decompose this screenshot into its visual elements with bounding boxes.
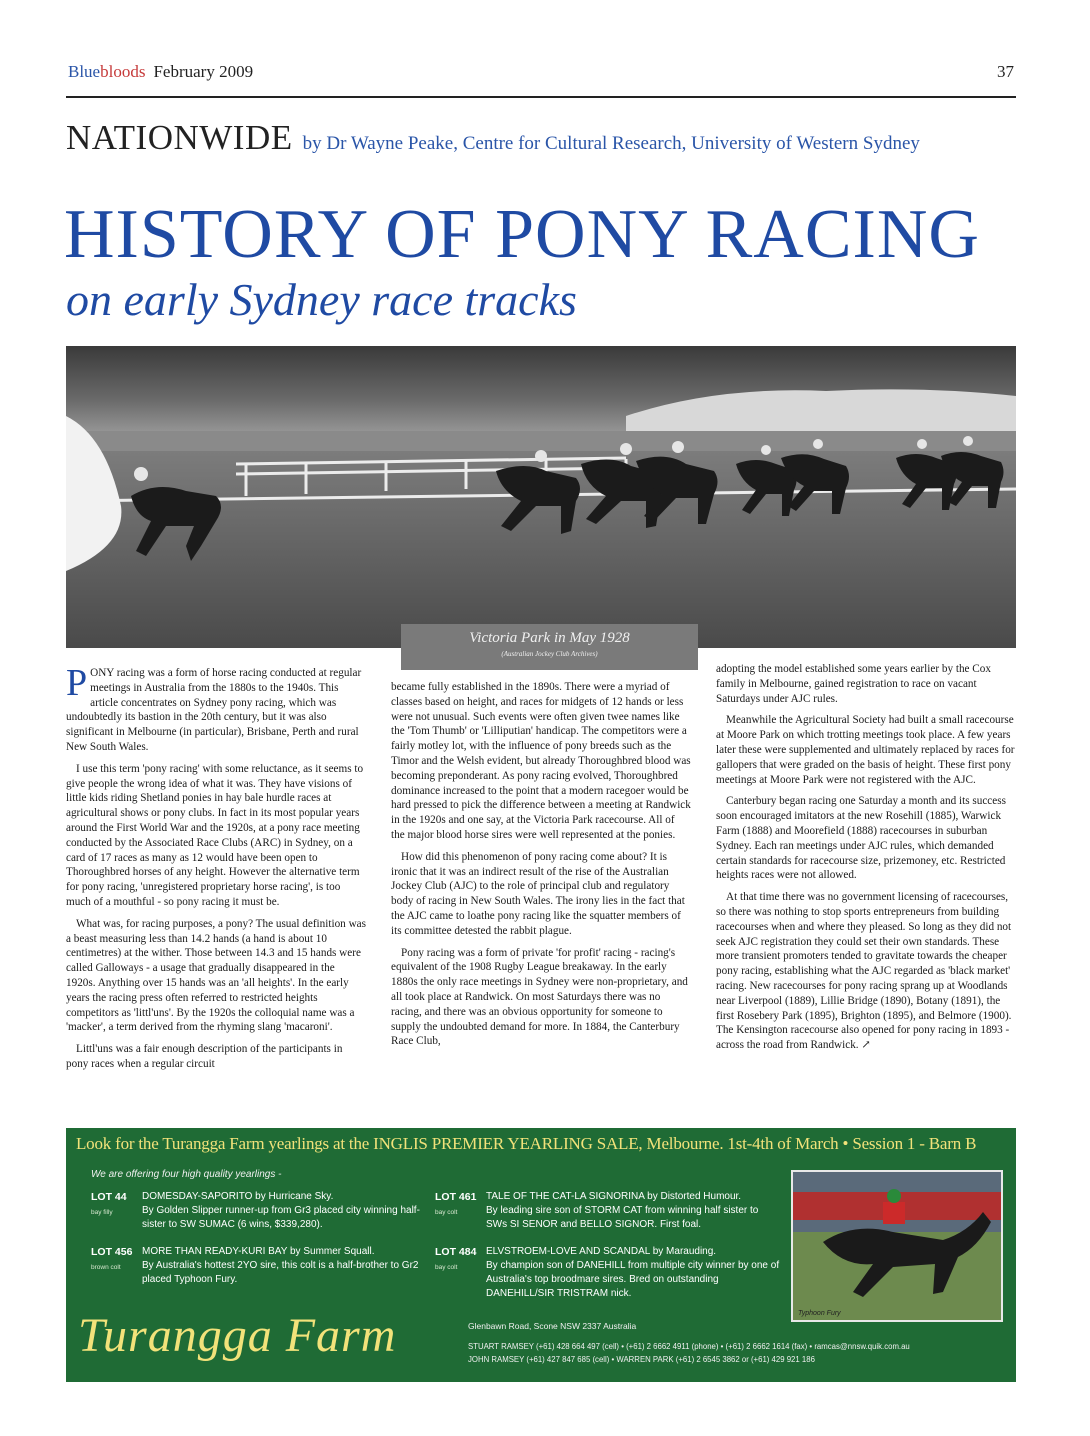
article-paragraph: adopting the model established some years earlier by the Cox family in Melbourne, gained registration to race on vacant Saturdays under AJC rules. — [716, 663, 991, 705]
article-byline: by Dr Wayne Peake, Centre for Cultural Research, University of Western Sydney — [302, 133, 920, 154]
magazine-brand — [68, 62, 253, 82]
farm-contacts — [468, 1340, 910, 1366]
lot-type: bay colt — [435, 1264, 458, 1271]
article-subtitle: on early Sydney race tracks — [66, 274, 577, 325]
lot-body — [142, 1190, 436, 1232]
article-column-1 — [66, 662, 366, 1079]
lot-description: By leading sire son of STORM CAT from winning half sister to SWs SI SENOR and BELLO SIGNOR. First foal. — [486, 1205, 759, 1230]
lot-number: LOT 456 — [91, 1246, 133, 1258]
article-paragraph: became fully established in the 1890s. There were a myriad of classes based on height, and races for midgets of 12 hands or less were not unusual. Such events were often given twee names like the 'Tom Thumb' or 'Lilliputian' handicap. The competitors were a fairly motley lot, with the influence of pony breeds such as the Timor and the Welsh evident, but already Thoroughbred blood was becoming preponderant. As pony racing evolved, Thoroughbred dominance increased to the point that a modern racegoer would be hard pressed to pick the difference between a meeting at Randwick in the 1920s and one say, at the Victoria Park racecourse. All of the major blood horse sires were well represented at the ponies. — [391, 681, 691, 841]
article-paragraph: At that time there was no government licensing of racecourses, so there was nothing to stop sports entrepreneurs from building racecourses when and where they pleased. So long as they did not seek AJC registration they could set their own standards. These more transient promoters tended to gravitate towards the cheaper pony racing, establishing what the AJC regarded as 'black market' racing. New racecourses for pony racing sprang up at Woodlands near Liverpool (1889), Lillie Bridge (1890), Botany (1891), the first Rosebery Park (1895), Brighton (1895), and Belmore (1900). The Kensington racecourse also opened for pony racing in 1893 - across the road from Randwick. ↗ — [716, 891, 1012, 1052]
lot-listing — [435, 1245, 780, 1315]
farm-address: Glenbawn Road, Scone NSW 2337 Australia — [468, 1321, 637, 1331]
advertisement — [66, 1128, 1016, 1382]
lot-number: LOT 461 — [435, 1191, 477, 1203]
article-column-3 — [716, 662, 1016, 1060]
lot-type: brown colt — [91, 1264, 121, 1271]
drop-cap: P — [66, 662, 88, 704]
ad-headline: Look for the Turangga Farm yearlings at the INGLIS PREMIER YEARLING SALE, Melbourne. 1st-4th of March • Session 1 - Barn B — [76, 1134, 977, 1153]
lot-description: By Australia's hottest 2YO sire, this colt is a half-brother to Gr2 placed Typhoon Fury. — [142, 1260, 419, 1285]
issue-date: February 2009 — [153, 62, 254, 81]
article-paragraph: Canterbury began racing one Saturday a month and its success soon encouraged imitators at the new Rosehill (1885), Warwick Farm (1888) and Moorefield (1888) racecourses in suburban Sydney. Each ran meetings under AJC rules, which demanded certain standards for racecourse size, prizemoney, etc. Restricted heights races were not allowed. — [716, 795, 1006, 882]
article-title: HISTORY OF PONY RACING — [64, 196, 980, 273]
lot-number: LOT 484 — [435, 1246, 477, 1258]
lot-title: ELVSTROEM-LOVE AND SCANDAL by Marauding. — [486, 1246, 717, 1257]
page-number: 37 — [997, 62, 1014, 81]
lot-title: DOMESDAY-SAPORITO by Hurricane Sky. — [142, 1191, 334, 1202]
lot-description: By Golden Slipper runner-up from Gr3 placed city winning half-sister to SW SUMAC (6 wins, $339,280). — [142, 1205, 420, 1230]
photo-caption: Victoria Park in May 1928 — [469, 630, 630, 646]
contact-line: STUART RAMSEY (+61) 428 664 497 (cell) • (+61) 2 6662 4911 (phone) • (+61) 2 6662 1614 (fax) • ramcas@nnsw.quik.com.au — [468, 1342, 910, 1351]
article-paragraph: What was, for racing purposes, a pony? The usual definition was a beast measuring less than 14.2 hands (a hand is about 10 centimetres) at the wither. Those between 14.3 and 15 hands were called Galloways - a usage that gradually disappeared in the 1920s. Anything over 15 hands was an 'all heights'. In the early years the racing press often referred to restricted heights competitors as 'littl'uns'. By the 1920s the colloquial name was a 'macker', a term derived from the rhyming slang 'macaroni'. — [66, 917, 366, 1034]
article-paragraph: I use this term 'pony racing' with some reluctance, as it seems to give people the wrong idea of what it was. They have visions of little kids riding Shetland ponies in hay bale hurdle races at agricultural shows or pony clubs. In fact in its most popular years around the First World War and the 1920s, at a pony race meeting conducted by the Associated Race Clubs (ARC) in Sydney, on a card of 17 races as many as 12 would have been open to Thoroughbred horses of any height. However the alternative term for pony racing, 'unregistered proprietary horse racing', is too much of a mouthful - so pony racing it must be. — [66, 762, 364, 908]
ad-photo-caption: Typhoon Fury — [798, 1310, 841, 1317]
photo-credit: (Australian Jockey Club Archives) — [501, 650, 598, 658]
lot-type: bay filly — [91, 1209, 113, 1216]
lot-title: MORE THAN READY-KURI BAY by Summer Squall. — [142, 1246, 375, 1257]
article-paragraph: Meanwhile the Agricultural Society had built a small racecourse at Moore Park on which trotting meetings took place. A few years later these were supplemented and ultimately replaced by races for gallopers that were graded on the basis of height. These first pony meetings at Moore Park were not registered with the AJC. — [716, 714, 1015, 786]
ad-horse-photo — [791, 1170, 1003, 1322]
brand-red-text: bloods — [100, 62, 146, 81]
brand-blue-text: Blue — [68, 62, 101, 81]
lot-listing — [435, 1190, 780, 1240]
article-paragraph: Littl'uns was a fair enough description of the participants in pony races when a regular circuit — [66, 1043, 343, 1070]
lot-listing — [91, 1245, 436, 1295]
page-header — [66, 58, 1016, 98]
ad-intro: We are offering four high quality yearlings - — [91, 1169, 282, 1180]
paragraph-text: ONY racing was a form of horse racing conducted at regular meetings in Australia from the 1880s to the 1940s. This article concentrates on Sydney pony racing, which was undoubtedly its bastion in the 20th century, but it was also significant in Melbourne (in particular), Brisbane, Perth and rural New South Wales. — [66, 667, 362, 753]
article-paragraph: Pony racing was a form of private 'for profit' racing - racing's equivalent of the 1908 Rugby League breakaway. In the early 1880s the only race meetings in Sydney were non-proprietary, and all took place at Randwick. On most Saturdays there was no racing, and there was an obvious opportunity for someone to supply the undoubted demand for more. In 1884, the Canterbury Race Club, — [391, 946, 688, 1048]
section-kicker: NATIONWIDE — [66, 118, 293, 157]
lot-type: bay colt — [435, 1209, 458, 1216]
lot-body — [142, 1245, 436, 1287]
contact-line: JOHN RAMSEY (+61) 427 847 685 (cell) • WARREN PARK (+61) 2 6545 3862 or (+61) 429 921 186 — [468, 1355, 815, 1364]
article-paragraph — [66, 662, 366, 755]
lot-description: By champion son of DANEHILL from multiple city winner by one of Australia's top broodmare sires. Bred on outstanding DANEHILL/SIR TRISTRAM nick. — [486, 1260, 780, 1299]
lot-number: LOT 44 — [91, 1191, 127, 1203]
section-heading — [66, 118, 1016, 162]
lot-body — [486, 1190, 780, 1232]
article-column-2 — [391, 680, 691, 1056]
turangga-farm-logo: Turangga Farm — [78, 1309, 397, 1362]
lot-listing — [91, 1190, 436, 1240]
article-paragraph: How did this phenomenon of pony racing come about? It is ironic that it was an indirect result of the rise of the Australian Jockey Club (AJC) to the role of principal club and regulatory body of racing in New South Wales. The irony lies in the fact that the AJC came to loathe pony racing like the squatter members of its committee detested the rabbit plague. — [391, 850, 685, 937]
race-photo — [66, 346, 1016, 648]
photo-caption-box — [401, 624, 698, 670]
lot-body — [486, 1245, 780, 1301]
lot-title: TALE OF THE CAT-LA SIGNORINA by Distorted Humour. — [486, 1191, 742, 1202]
